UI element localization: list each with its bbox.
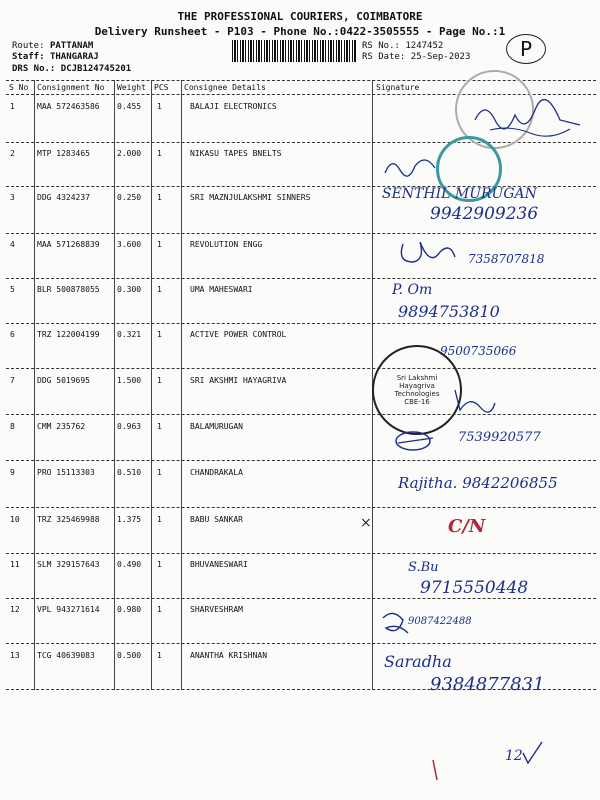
row-weight: 0.455 [117, 102, 142, 111]
row-sno: 4 [10, 240, 15, 249]
row-consignee: SHARVESHRAM [190, 605, 243, 614]
row-weight: 2.000 [117, 149, 142, 158]
row-consignee: ANANTHA KRISHNAN [190, 651, 268, 660]
company-stamp [372, 345, 462, 435]
red-tick-mark [425, 755, 445, 785]
company-title: THE PROFESSIONAL COURIERS, COIMBATORE [177, 10, 423, 23]
signature-phone-3: 9942909236 [430, 204, 539, 224]
row-pcs: 1 [157, 102, 162, 111]
signature-phone-12: 9087422488 [408, 616, 472, 627]
row-weight: 0.963 [117, 422, 142, 431]
signature-name-13: Saradha [384, 652, 452, 671]
row-rule [6, 278, 596, 279]
row-pcs: 1 [157, 193, 162, 202]
bottom-marks: 12 [505, 748, 523, 764]
row-rule [6, 323, 596, 324]
row-rule [6, 414, 596, 415]
row-weight: 1.375 [117, 515, 142, 524]
row-consignment: TRZ 325469988 [37, 515, 100, 524]
row-rule [6, 598, 596, 599]
row-weight: 0.250 [117, 193, 142, 202]
row-weight: 0.510 [117, 468, 142, 477]
route-value: PATTANAM [49, 41, 94, 51]
signature-scribble-1 [470, 95, 590, 140]
col-signature: Signature [376, 83, 420, 92]
row-consignment: VPL 943271614 [37, 605, 100, 614]
staff-line [12, 52, 99, 62]
col-consignee: Consignee Details [184, 83, 266, 92]
row-weight: 3.600 [117, 240, 142, 249]
row-rule [6, 368, 596, 369]
signature-phone-13: 9384877831 [430, 674, 545, 695]
rs-no-label: RS No.: [362, 41, 400, 51]
row-sno: 7 [10, 376, 15, 385]
row-consignee: UMA MAHESWARI [190, 285, 253, 294]
row-pcs: 1 [157, 330, 162, 339]
row-consignment: SLM 329157643 [37, 560, 100, 569]
drs-label: DRS No.: [12, 64, 56, 74]
runsheet-subtitle: Delivery Runsheet - P103 - Phone No.:0422-3505555 - Page No.:1 [94, 25, 506, 38]
rs-no-line [362, 41, 443, 51]
row-pcs: 1 [157, 422, 162, 431]
signature-scribble-7 [450, 385, 500, 415]
drs-value: DCJB124745201 [60, 64, 132, 74]
signature-phone-4: 7358707818 [468, 252, 545, 266]
row-rule [6, 643, 596, 644]
signature-phone-5: 9894753810 [398, 302, 500, 321]
row-consignment: TCG 40639083 [37, 651, 95, 660]
barcode [232, 40, 356, 62]
row-rule [6, 233, 596, 234]
table-row [0, 422, 600, 468]
row-consignee: REVOLUTION ENGG [190, 240, 263, 249]
row-consignee: BHUVANESWARI [190, 560, 248, 569]
col-weight: Weight [117, 83, 146, 92]
row-pcs: 1 [157, 149, 162, 158]
row-consignee: SRI AKSHMI HAYAGRIVA [190, 376, 287, 385]
rs-date-value: 25-Sep-2023 [410, 52, 471, 62]
row-consignment: DDG 5019695 [37, 376, 90, 385]
circled-mark: P [506, 34, 546, 64]
table-row [0, 376, 600, 422]
row-pcs: 1 [157, 285, 162, 294]
row-consignment: TRZ 122004199 [37, 330, 100, 339]
staff-value: THANGARAJ [49, 52, 99, 62]
signature-scribble-8 [393, 428, 438, 453]
signature-phone-11: 9715550448 [420, 578, 529, 598]
signature-name-11: S.Bu [408, 560, 439, 575]
row-sno: 10 [10, 515, 20, 524]
signature-phone-8: 7539920577 [458, 430, 541, 445]
stamp-text: Sri Lakshmi Hayagriva Technologies CBE-16 [394, 374, 440, 406]
signature-scribble-4 [395, 232, 465, 272]
signature-scribble-2 [380, 148, 450, 183]
row-consignment: MAA 571268839 [37, 240, 100, 249]
row-sno: 5 [10, 285, 15, 294]
staff-label: Staff: [12, 52, 45, 62]
row-consignee: NIKASU TAPES BNELTS [190, 149, 282, 158]
signature-name-5: P. Om [392, 282, 433, 298]
row-pcs: 1 [157, 560, 162, 569]
row-sno: 11 [10, 560, 20, 569]
row-pcs: 1 [157, 515, 162, 524]
drs-line [12, 64, 131, 74]
table-row [0, 605, 600, 651]
col-consignment: Consignment No [37, 83, 105, 92]
route-label: Route: [12, 41, 45, 51]
row-consignee: SRI MAZNJULAKSHMI SINNERS [190, 193, 311, 202]
row-pcs: 1 [157, 651, 162, 660]
row-weight: 0.490 [117, 560, 142, 569]
row-pcs: 1 [157, 240, 162, 249]
row-pcs: 1 [157, 468, 162, 477]
row-consignee: ACTIVE POWER CONTROL [190, 330, 287, 339]
row-consignee: BABU SANKAR [190, 515, 243, 524]
table-row [0, 515, 600, 561]
col-pcs: PCS [154, 83, 169, 92]
check-mark [520, 738, 545, 768]
row-sno: 6 [10, 330, 15, 339]
row-consignment: MTP 1283465 [37, 149, 90, 158]
route-line [12, 41, 93, 51]
row-consignment: CMM 235762 [37, 422, 86, 431]
row-consignment: PRO 15113303 [37, 468, 95, 477]
col-sno: S No [9, 83, 29, 92]
signature-text-9: Rajitha. 9842206855 [398, 474, 558, 492]
row-sno: 9 [10, 468, 15, 477]
cn-mark: C/N [448, 516, 486, 537]
row-consignee: CHANDRAKALA [190, 468, 243, 477]
row-consignee: BALAMURUGAN [190, 422, 243, 431]
row-consignment: BLR 500878055 [37, 285, 100, 294]
row-weight: 0.500 [117, 651, 142, 660]
row-consignee: BALAJI ELECTRONICS [190, 102, 277, 111]
rs-date-label: RS Date: [362, 52, 406, 62]
row-sno: 1 [10, 102, 15, 111]
row-rule [6, 553, 596, 554]
row-weight: 0.980 [117, 605, 142, 614]
row-consignment: DDG 4324237 [37, 193, 90, 202]
row-pcs: 1 [157, 376, 162, 385]
row-weight: 0.300 [117, 285, 142, 294]
rs-no-value: 1247452 [405, 41, 444, 51]
row-consignment: MAA 572463586 [37, 102, 100, 111]
row-sno: 13 [10, 651, 20, 660]
row-rule [6, 507, 596, 508]
row-sno: 3 [10, 193, 15, 202]
rs-date-line [362, 52, 470, 62]
row-sno: 2 [10, 149, 15, 158]
row-rule [6, 460, 596, 461]
cross-mark: × [360, 515, 372, 531]
row-weight: 1.500 [117, 376, 142, 385]
signature-name-3: SENTHIL MURUGAN [382, 186, 537, 202]
row-sno: 8 [10, 422, 15, 431]
table-row [0, 285, 600, 331]
row-weight: 0.321 [117, 330, 142, 339]
signature-phone-6: 9500735066 [440, 344, 517, 358]
row-sno: 12 [10, 605, 20, 614]
row-pcs: 1 [157, 605, 162, 614]
